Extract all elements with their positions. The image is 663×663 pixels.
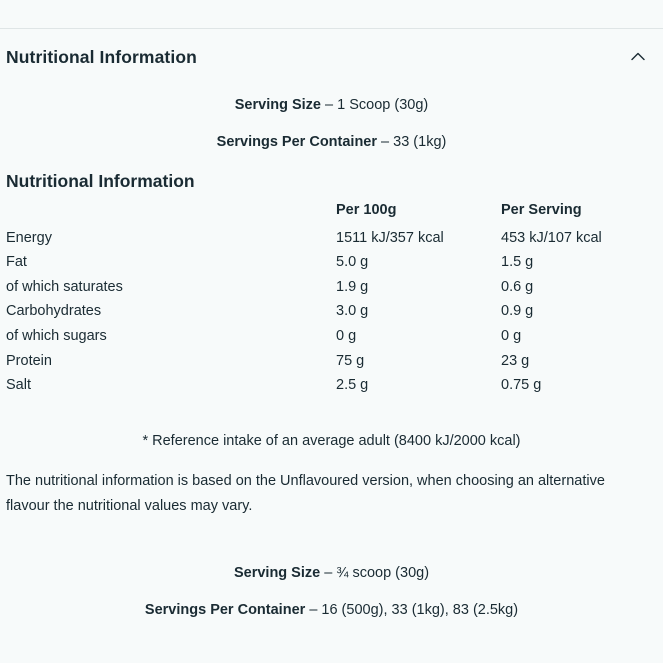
nutrient-name: Carbohydrates (6, 303, 102, 320)
table-row (6, 250, 651, 275)
nutrient-per-serving: 23 g (501, 352, 530, 369)
nutrient-per-100g: 2.5 g (336, 377, 369, 394)
chevron-up-icon[interactable] (629, 48, 647, 66)
nutrition-disclaimer: The nutritional information is based on the Unflavoured version, when choosing an alternative flavour the nutritional values may vary. (6, 473, 605, 514)
nutrient-per-serving: 0.9 g (501, 303, 534, 320)
page-title: Nutritional Information (6, 46, 197, 67)
nutrient-per-serving: 453 kJ/107 kcal (501, 229, 602, 246)
nutrient-per-100g: 0 g (336, 327, 357, 344)
serving-size-top (0, 97, 663, 113)
column-header-per-serving: Per Serving (501, 202, 582, 218)
nutrient-per-100g: 1511 kJ/357 kcal (336, 229, 444, 246)
top-divider (0, 28, 663, 29)
table-row (6, 349, 651, 374)
table-header-row (6, 198, 651, 226)
serving-size-bottom-label: Serving Size (233, 565, 321, 581)
servings-per-container-top (0, 134, 663, 150)
nutrient-per-100g: 3.0 g (336, 303, 369, 320)
nutrient-per-serving: 0 g (501, 327, 522, 344)
nutrient-per-100g: 5.0 g (336, 254, 369, 271)
nutrient-per-serving: 0.6 g (501, 278, 534, 295)
nutrient-name: of which saturates (6, 278, 123, 295)
nutrient-name: of which sugars (6, 327, 107, 344)
column-header-nutrient (6, 198, 336, 226)
serving-size-top-label: Serving Size (234, 97, 321, 113)
nutrient-name: Salt (6, 377, 31, 394)
reference-intake-note: * Reference intake of an average adult (8400 kJ/2000 kcal) (142, 433, 521, 449)
nutrition-table-title: Nutritional Information (6, 171, 195, 191)
servings-per-container-bottom-label: Servings Per Container (144, 602, 306, 618)
serving-size-top-value: – 1 Scoop (30g) (325, 97, 429, 113)
table-row (6, 226, 651, 251)
nutrient-per-100g: 75 g (336, 352, 365, 369)
nutrient-name: Protein (6, 352, 52, 369)
nutrient-name: Energy (6, 229, 52, 246)
column-header-per-100g: Per 100g (336, 202, 397, 218)
servings-per-container-bottom-value: – 16 (500g), 33 (1kg), 83 (2.5kg) (309, 602, 519, 618)
table-row (6, 324, 651, 349)
serving-size-bottom-value: – ¾ scoop (30g) (324, 565, 430, 581)
table-row (6, 275, 651, 300)
section-header[interactable] (0, 41, 663, 73)
nutrient-per-100g: 1.9 g (336, 278, 369, 295)
nutrient-name: Fat (6, 254, 27, 271)
servings-per-container-top-value: – 33 (1kg) (381, 134, 447, 150)
nutrition-table (6, 198, 651, 398)
table-row (6, 299, 651, 324)
nutrient-per-serving: 1.5 g (501, 254, 534, 271)
nutrient-per-serving: 0.75 g (501, 377, 542, 394)
serving-size-bottom (0, 565, 663, 581)
servings-per-container-bottom (0, 602, 663, 618)
servings-per-container-top-label: Servings Per Container (216, 134, 378, 150)
table-row (6, 373, 651, 398)
